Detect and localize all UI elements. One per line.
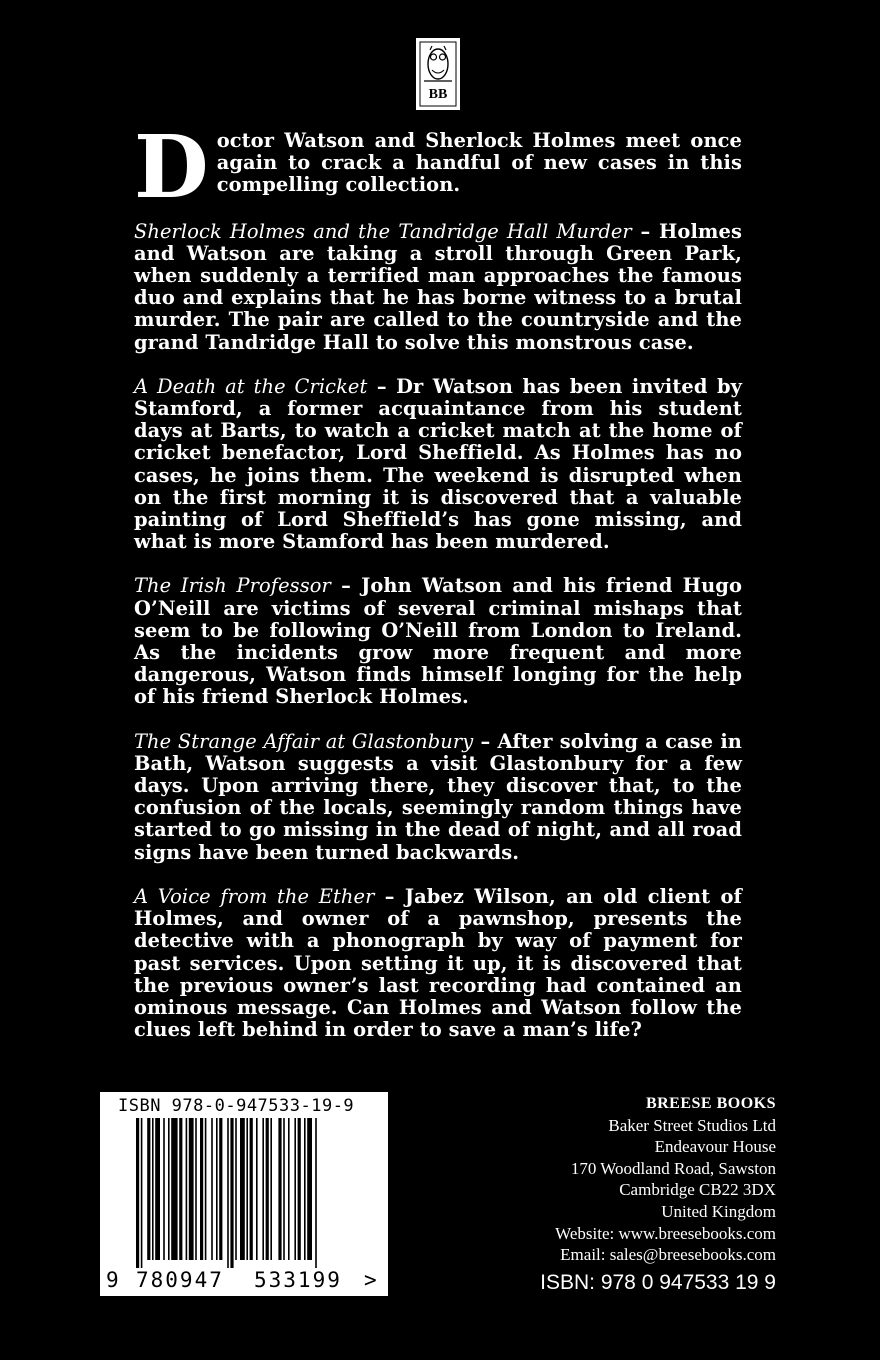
barcode-bar	[227, 1118, 229, 1268]
barcode-bars	[136, 1118, 368, 1268]
barcode-bar	[163, 1118, 165, 1260]
address-line: 170 Woodland Road, Sawston	[570, 1158, 776, 1178]
barcode-bar	[219, 1118, 222, 1260]
address-line: Baker Street Studios Ltd	[608, 1115, 776, 1135]
story-title: A Voice from the Ether	[134, 884, 375, 908]
barcode-digits-left: 780947	[136, 1268, 224, 1292]
barcode-bar	[200, 1118, 203, 1260]
story-paragraph	[134, 886, 742, 1041]
barcode-bar	[315, 1118, 317, 1268]
barcode-bar	[288, 1118, 290, 1260]
story-title: The Irish Professor	[134, 574, 331, 598]
story-paragraph	[134, 731, 742, 864]
barcode-bar	[152, 1118, 154, 1260]
isbn-barcode	[100, 1092, 388, 1296]
barcode-bar	[205, 1118, 207, 1260]
story-title: Sherlock Holmes and the Tandridge Hall Murder	[134, 219, 632, 243]
barcode-digits-right: 533199	[254, 1268, 342, 1292]
story-text: – Holmes and Watson are taking a stroll through Green Park, when suddenly a terrified man approaches the famous duo and explains that he has borne witness to a brutal murder. The pair are called to the countryside and the grand Tandridge Hall to solve this monstrous case.	[134, 219, 742, 354]
barcode-bar	[141, 1118, 143, 1268]
barcode-bar	[270, 1118, 272, 1260]
barcode-bar	[240, 1118, 245, 1260]
address-line: United Kingdom	[661, 1201, 776, 1221]
barcode-bar	[168, 1118, 170, 1260]
barcode-bar	[307, 1118, 312, 1260]
barcode-bar	[246, 1118, 248, 1260]
barcode-bar	[235, 1118, 237, 1260]
intro-text: octor Watson and Sherlock Holmes meet once again to crack a handful of new cases in this compelling collection.	[216, 129, 742, 197]
barcode-bar	[266, 1118, 269, 1260]
address-line: Cambridge CB22 3DX	[619, 1180, 776, 1200]
intro-paragraph	[134, 117, 742, 218]
publisher-address	[456, 1093, 776, 1293]
story-paragraph	[134, 575, 742, 708]
story-paragraph	[134, 376, 742, 554]
barcode-bar	[136, 1118, 139, 1268]
barcode-digits	[106, 1268, 386, 1292]
barcode-bar	[179, 1118, 182, 1260]
owl-icon	[418, 40, 458, 108]
story-title: The Strange Affair at Glastonbury	[134, 729, 474, 753]
publisher-logo	[416, 38, 460, 110]
barcode-bar	[189, 1118, 194, 1260]
barcode-isbn-label: ISBN 978-0-947533-19-9	[118, 1096, 355, 1116]
publisher-name: BREESE BOOKS	[645, 1095, 776, 1112]
website-line: Website: www.breesebooks.com	[555, 1223, 776, 1243]
address-line: Endeavour House	[654, 1137, 776, 1157]
story-text: – After solving a case in Bath, Watson suggests a visit Glastonbury for a few days. Upon arriving there, they discover that, to the confusion of the locals, seemingly random things have started to go missing in the dead of night, and all road signs have been turned backwards.	[134, 729, 742, 864]
barcode-bar	[216, 1118, 218, 1260]
barcode-digit-lead: 9	[106, 1268, 119, 1292]
barcode-bar	[250, 1118, 253, 1260]
story-paragraph	[134, 221, 742, 354]
barcode-bar	[147, 1118, 150, 1260]
barcode-digit-marker: >	[364, 1268, 377, 1292]
back-cover-blurb	[134, 117, 742, 1063]
barcode-bar	[278, 1118, 281, 1260]
barcode-bar	[298, 1118, 301, 1260]
barcode-bar	[304, 1118, 306, 1260]
barcode-bar	[283, 1118, 285, 1260]
barcode-bar	[211, 1118, 213, 1260]
barcode-bar	[262, 1118, 264, 1260]
barcode-bar	[186, 1118, 188, 1260]
story-text: – Dr Watson has been invited by Stamford, a former acquaintance from his student days at Barts, to watch a cricket match at the home of cricket benefactor, Lord Sheffield. As Holmes has no cases, he joins them. The weekend is disrupted when on the first morning it is discovered that a valuable painting of Lord Sheffield’s has gone missing, and what is more Stamford has been murdered.	[134, 374, 742, 554]
drop-cap: D	[134, 117, 209, 218]
barcode-bar	[294, 1118, 296, 1260]
story-text: – John Watson and his friend Hugo O’Neill are victims of several criminal mishaps that seem to be following O’Neill from London to Ireland. As the incidents grow more frequent and more dangerous, Watson finds himself longing for the help of his friend Sherlock Holmes.	[134, 574, 742, 709]
barcode-bar	[256, 1118, 258, 1260]
barcode-bar	[155, 1118, 160, 1260]
barcode-bar	[171, 1118, 177, 1260]
story-title: A Death at the Cricket	[134, 374, 368, 398]
barcode-bar	[195, 1118, 197, 1260]
publisher-isbn: ISBN: 978 0 947533 19 9	[540, 1270, 776, 1294]
story-text: – Jabez Wilson, an old client of Holmes, and owner of a pawnshop, presents the detective with a phonograph by way of payment for past services. Upon setting it up, it is discovered that the previous owner’s last recording had contained an ominous message. Can Holmes and Watson follow the clues left behind in order to save a man’s life?	[134, 884, 742, 1042]
logo-initials: BB	[428, 87, 448, 102]
barcode-bar	[230, 1118, 233, 1268]
email-line: Email: sales@breesebooks.com	[560, 1245, 776, 1265]
